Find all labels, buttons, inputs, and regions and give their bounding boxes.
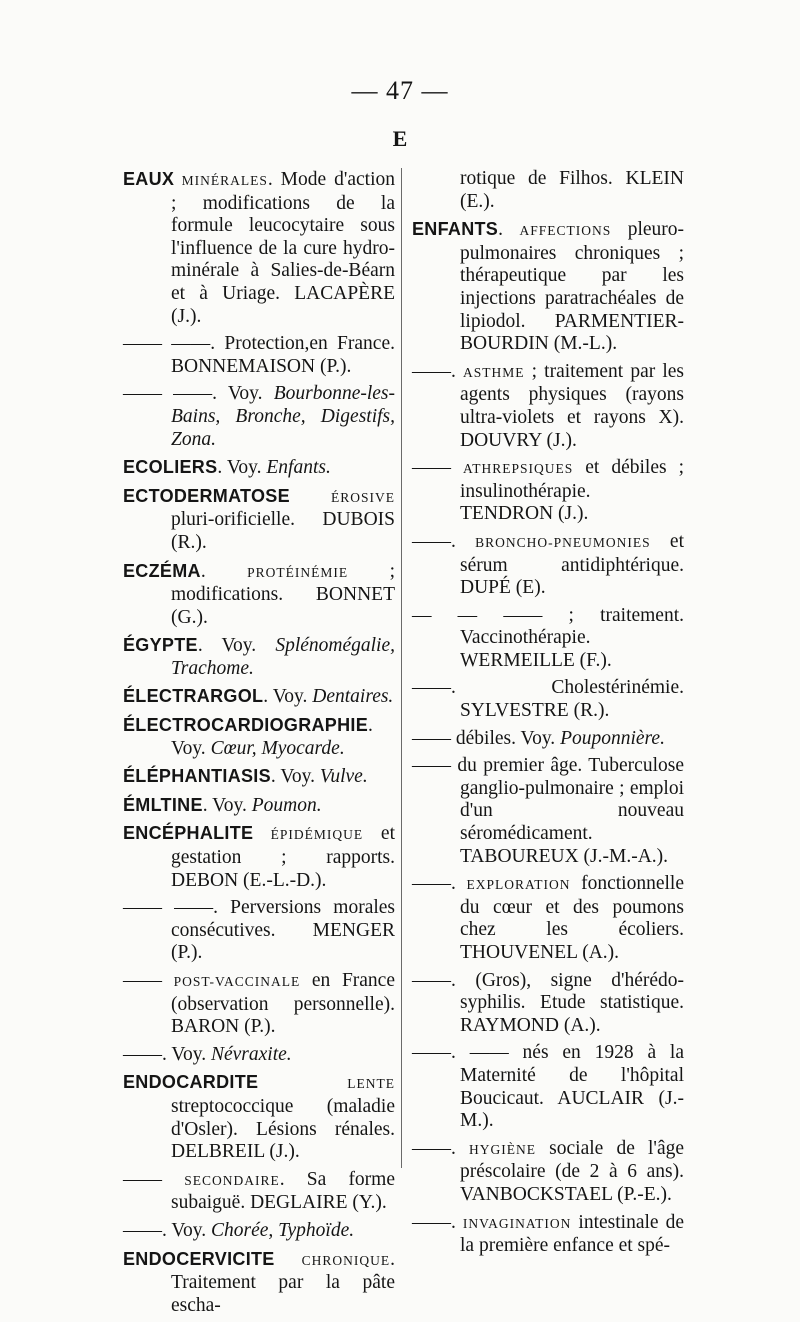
index-entry (123, 1248, 395, 1318)
entry-heading: ÉGYPTE (123, 635, 198, 656)
index-entry (412, 1138, 684, 1207)
index-entry (123, 897, 395, 965)
entry-text: . Sa forme subaiguë. DEGLAIRE (Y.). (171, 1168, 396, 1214)
entry-text: en France (observation personnelle). BARON (P.). (171, 970, 395, 1038)
entry-text: fonctionnelle du cœur et des poumons chez les écoliers. THOUVENEL (A.). (460, 873, 684, 963)
entry-text: ——. (412, 969, 476, 991)
entry-text: —— (123, 1168, 185, 1190)
entry-text: . Voy. (197, 635, 276, 657)
index-entry (412, 361, 684, 452)
entry-heading: ECOLIERS (123, 457, 218, 478)
entry-heading: ECZÉMA (123, 560, 201, 581)
index-entry (412, 605, 684, 673)
index-entry (123, 1169, 395, 1215)
index-entry (412, 755, 684, 868)
entry-text: ——. (412, 530, 476, 552)
entry-text: Protection,en France. BONNEMAISON (P.). (171, 333, 395, 377)
index-entry (412, 531, 684, 600)
entry-text: . (200, 560, 248, 582)
entry-text: SECONDAIRE (184, 1172, 280, 1188)
entry-text: Voy. (227, 383, 274, 405)
entry-text: (Gros), signe d'hérédo-syphilis. Etude statistique. RAYMOND (A.). (460, 969, 685, 1036)
section-letter: E (392, 126, 408, 151)
entry-text: ——. (123, 1219, 172, 1241)
entry-heading: ENDOCARDITE (123, 1072, 259, 1093)
entry-text: ; traitement. Vaccinothérapie. WERMEILLE (F.). (460, 604, 685, 671)
entry-text: —— (412, 727, 456, 749)
entry-text: Poumon. (251, 794, 322, 816)
index-entry (123, 822, 395, 892)
entry-text: intestinale de la première enfance et spé- (460, 1211, 684, 1257)
index-entry (123, 685, 395, 709)
index-entry (123, 560, 395, 630)
entry-text: Vulve. (319, 766, 368, 788)
entry-text: Splénomégalie, Trachome. (171, 635, 395, 679)
entry-heading: ÉMLTINE (123, 794, 203, 815)
entry-text: Cœur, Myocarde. (210, 737, 345, 759)
entry-text: et sérum antidiphtérique. DUPÉ (E). (460, 530, 684, 599)
entry-text: ——. (412, 873, 467, 895)
entry-text: Dentaires. (312, 686, 394, 708)
entry-heading: ÉLECTROCARDIOGRAPHIE (123, 715, 369, 736)
entry-text: rotique de Filhos. KLEIN (E.). (460, 168, 684, 212)
index-entry (123, 1071, 395, 1163)
entry-text: —— (123, 970, 174, 991)
entry-text: et gestation ; rapports. DEBON (E.-L.-D.). (171, 823, 395, 891)
index-entry (412, 970, 684, 1038)
entry-text: . Voy. (202, 794, 252, 816)
entry-text: . Voy. (171, 715, 373, 759)
entry-text: POST-VACCINALE (173, 974, 301, 989)
index-entry (123, 456, 395, 480)
entry-text: Chorée, Typhoïde. (210, 1219, 355, 1241)
index-entry (412, 457, 684, 526)
index-entry (123, 1220, 395, 1243)
entry-text: CHRONIQUE (274, 1252, 391, 1268)
entry-text: —— ——. (123, 383, 228, 405)
entry-text: AFFECTIONS (519, 223, 612, 239)
entry-text: —— ——. (123, 333, 225, 355)
index-entry (123, 765, 395, 789)
entry-text: pleuro-pulmonaires chroniques ; thérapeutique par les injections paratrachéales de lipiodol. PARMENTIER-BOURDIN (M.-L.). (460, 219, 684, 355)
column-divider (401, 168, 402, 1168)
index-entry (412, 728, 684, 751)
entry-text: Bourbonne-les-Bains, Bronche, Digestifs, Zona. (171, 383, 395, 450)
index-entry (123, 383, 395, 451)
index-entry (123, 168, 395, 328)
index-entry (123, 794, 395, 818)
entry-text: sociale de l'âge préscolaire (de 2 à 6 ans). VANBOCKSTAEL (P.-E.). (460, 1137, 685, 1205)
index-entry (123, 970, 395, 1039)
entry-text: ASTHME (463, 364, 525, 380)
entry-text: ——. (412, 1137, 470, 1159)
entry-text: — — —— (412, 604, 569, 626)
index-entry (412, 1212, 684, 1258)
entry-text: Voy. (171, 1219, 211, 1241)
index-entry (412, 168, 684, 213)
entry-text: INVAGINATION (462, 1215, 572, 1231)
entry-heading: ENCÉPHALITE (123, 823, 254, 844)
entry-text: Pouponnière. (560, 727, 665, 749)
entry-text: ——. —— (412, 1042, 523, 1064)
entry-text: nés en 1928 à la Maternité de l'hôpital Boucicaut. AUCLAIR (J.-M.). (460, 1042, 684, 1132)
entry-text: Névraxite. (210, 1043, 292, 1065)
index-entry (123, 1044, 395, 1067)
index-entry (412, 873, 684, 964)
entry-text: —— ——. (123, 897, 231, 919)
entry-text: ——. (412, 677, 552, 699)
index-entry (123, 714, 395, 760)
page-number: — 47 — (351, 76, 449, 105)
entry-text: Voy. (171, 1043, 211, 1065)
entry-text: ÉPIDÉMIQUE (253, 827, 364, 843)
entry-heading: ENDOCERVICITE (123, 1248, 275, 1269)
entry-heading: ENFANTS (412, 219, 499, 240)
entry-text: LENTE (258, 1076, 395, 1092)
entry-text: ATHREPSIQUES (463, 461, 574, 477)
entry-text: ; modifications. BONNET (G.). (171, 560, 396, 628)
entry-text: Perversions morales consécutives. MENGER (P.). (171, 897, 396, 964)
index-entry (412, 677, 684, 722)
index-entry (412, 1042, 684, 1132)
entry-text: ÉROSIVE (289, 489, 395, 505)
entry-text: du premier âge. Tuberculose ganglio-pulmonaire ; emploi d'un nouveau séromédicament. TABOUREUX (J.-M.-A.). (457, 755, 684, 867)
entry-text: PROTÉINÉMIE (247, 564, 349, 580)
entry-text: HYGIÈNE (469, 1141, 537, 1157)
index-entry (123, 333, 395, 378)
right-column (412, 168, 684, 1263)
index-entry (123, 634, 395, 680)
entry-text: ——. (123, 1043, 172, 1065)
entry-text: Enfants. (266, 457, 331, 479)
entry-text: EXPLORATION (466, 877, 571, 893)
entry-text: et débiles ; insulinothérapie. TENDRON (J.). (460, 457, 684, 525)
entry-heading: ÉLECTRARGOL (123, 686, 264, 707)
entry-text: . Mode d'action ; modifications de la formule leucocytaire sous l'influence de la cure hydro-minérale à Salies-de-Béarn et à Uriage. LACAPÈRE (J.). (171, 169, 396, 327)
entry-text: . Voy. (270, 766, 320, 788)
entry-text: ——. (412, 360, 463, 382)
entry-text: ——. (412, 1211, 463, 1233)
entry-text: . Traitement par la pâte escha- (171, 1248, 395, 1316)
entry-text: . (498, 219, 520, 241)
entry-text: MINÉRALES (174, 173, 268, 188)
entry-text: —— (412, 457, 463, 479)
index-entry (412, 218, 684, 356)
entry-text: —— (412, 755, 458, 777)
entry-text: Cholestérinémie. SYLVESTRE (R.). (460, 677, 684, 722)
index-entry (123, 485, 395, 555)
entry-heading: EAUX (123, 169, 175, 189)
left-column (123, 168, 395, 1322)
entry-text: débiles. Voy. (455, 727, 561, 749)
entry-text: . Voy. (217, 457, 267, 479)
entry-text: ; traitement par les agents physiques (rayons ultra-violets et rayons X). DOUVRY (J.). (460, 360, 685, 451)
entry-text: pluri-orificielle. DUBOIS (R.). (171, 509, 395, 553)
entry-text: . Voy. (263, 686, 313, 708)
entry-heading: ECTODERMATOSE (123, 485, 290, 506)
entry-text: streptococcique (maladie d'Osler). Lésions rénales. DELBREIL (J.). (171, 1095, 395, 1163)
entry-heading: ÉLÉPHANTIASIS (123, 766, 271, 787)
entry-text: BRONCHO-PNEUMONIES (475, 534, 651, 550)
